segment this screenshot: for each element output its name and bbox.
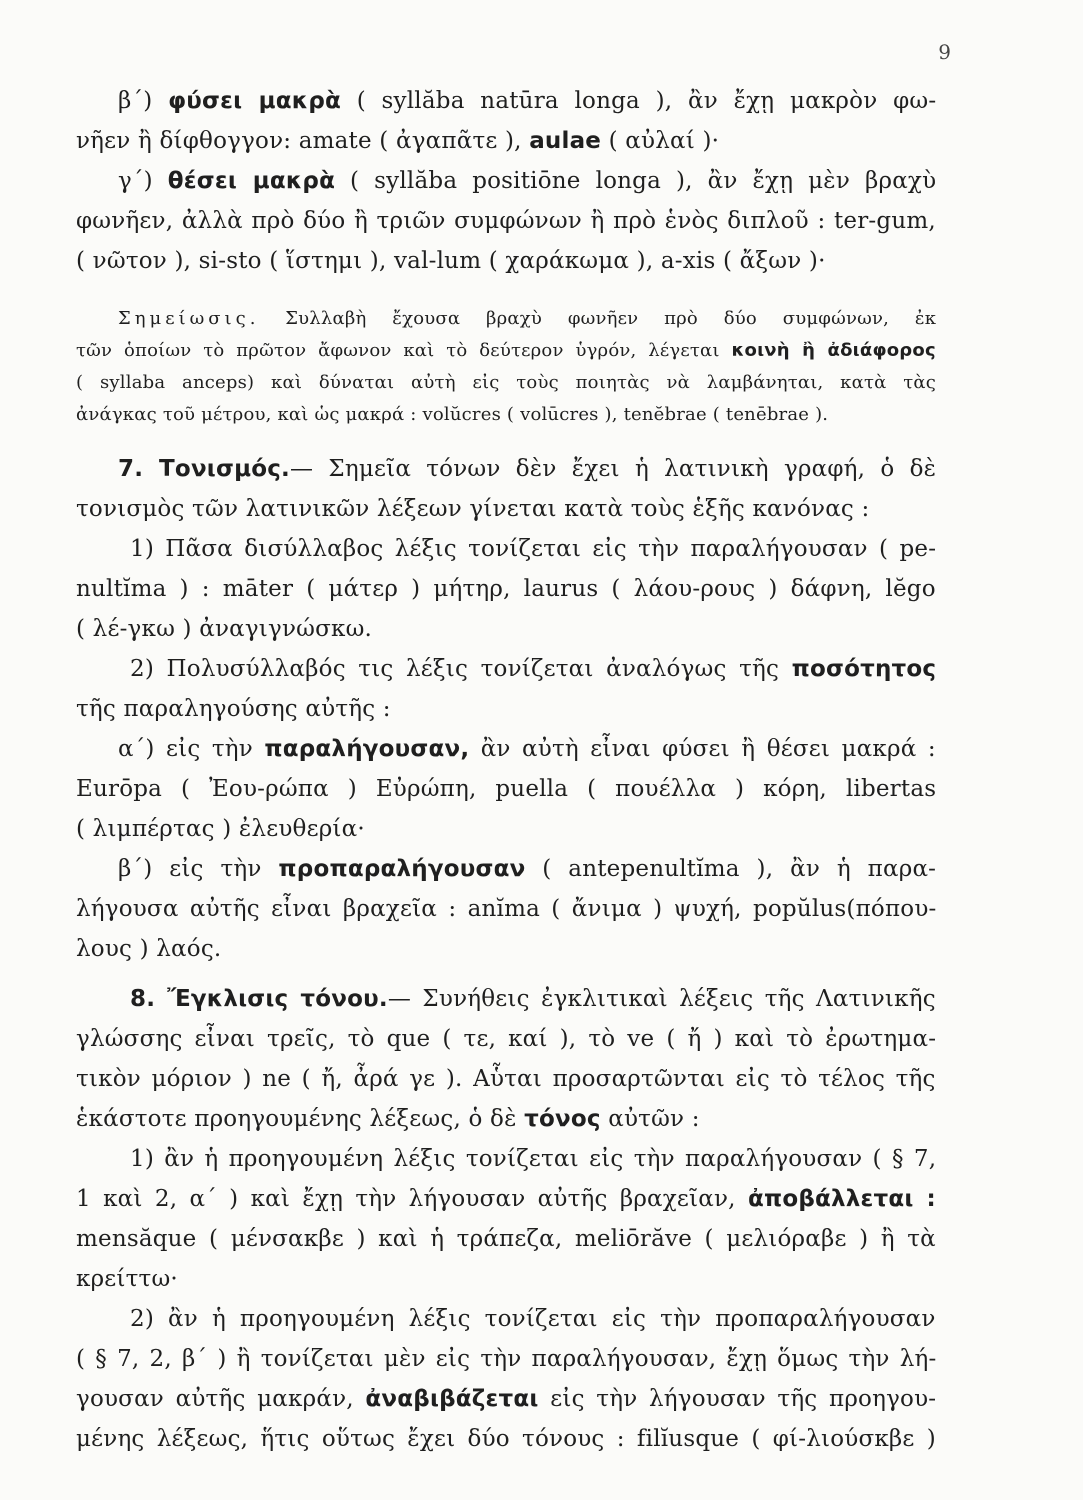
text-run: Συλλαβὴ ἔχουσα βραχὺ φωνῆεν πρὸ δύο συμφώνων, ἐκ [259, 308, 937, 329]
bold-term: κοινὴ ἢ ἀδιάφορος [731, 340, 936, 361]
text-run: ( αὐλαί )· [601, 128, 720, 154]
text-run: ( νῶτον ), si-sto ( ἵστημι ), val-lum ( χαράκωμα ), a-xis ( ἄξων )· [76, 248, 826, 274]
text-run: ( syllaba anceps) καὶ δύναται αὐτὴ εἰς τοὺς ποιητὰς νὰ λαμβάνηται, κατὰ τὰς [76, 372, 937, 393]
text-line [76, 576, 936, 602]
text-line [76, 616, 372, 642]
text-line [118, 856, 936, 882]
text-line [130, 1306, 936, 1332]
text-line [76, 1106, 700, 1132]
text-run: γ΄) [118, 168, 168, 194]
text-run: ἀνάγκας τοῦ μέτρου, καὶ ὡς μακρά : volŭcres ( volūcres ), tenĕbrae ( tenēbrae ). [76, 404, 829, 425]
text-line [118, 736, 936, 762]
bold-term: θέσει μακρὰ [167, 168, 336, 194]
text-run: ( § 7, 2, β΄ ) ἢ τονίζεται μὲν εἰς τὴν παραλήγουσαν, ἔχῃ ὅμως τὴν λή- [76, 1346, 937, 1372]
bold-term: τόνος [524, 1106, 601, 1132]
text-run: Σημείωσις. [118, 308, 260, 329]
text-run: τῶν ὁποίων τὸ πρῶτον ἄφωνον καὶ τὸ δεύτερον ὑγρόν, λέγεται [76, 340, 732, 361]
text-run: ἑκάστοτε προηγουμένης λέξεως, ὁ δὲ [76, 1106, 525, 1132]
text-line [76, 1386, 936, 1412]
text-line [76, 776, 936, 802]
text-line [76, 1186, 936, 1212]
text-line [76, 816, 365, 842]
text-run: ( antepenultĭma ), ἂν ἡ παρα- [525, 856, 937, 882]
text-run: τικὸν μόριον ) ne ( ἤ, ἆρά γε ). Αὗται προσαρτῶνται εἰς τὸ τέλος τῆς [76, 1066, 936, 1092]
bold-term: παραλήγουσαν, [264, 736, 470, 762]
text-line [76, 496, 869, 522]
text-run: — Σημεῖα τόνων δὲν ἔχει ἡ λατινικὴ γραφή, ὁ δὲ [289, 456, 937, 482]
bold-term: aulae [529, 128, 602, 154]
text-run: λήγουσα αὐτῆς εἶναι βραχεῖα : anĭma ( ἄνιμα ) ψυχή, popŭlus(πόπου- [76, 896, 937, 922]
bold-term: φύσει μακρὰ [168, 88, 341, 114]
bold-term: προπαραλήγουσαν [278, 856, 526, 882]
bold-term: ποσότητος [791, 656, 937, 682]
text-line [76, 208, 936, 234]
section-heading: 7. Τονισμός. [118, 456, 290, 482]
text-run: ( syllăba positiōne longa ), ἂν ἔχῃ μὲν βραχὺ [335, 168, 937, 194]
text-run: ( λιμπέρτας ) ἐλευθερία· [76, 816, 365, 842]
text-run: nultĭma ) : māter ( μάτερ ) μήτηρ, laurus ( λάου-ρους ) δάφνη, lĕgo [76, 576, 936, 602]
text-line [118, 308, 936, 329]
text-line [76, 1226, 936, 1252]
text-line [76, 1346, 936, 1372]
text-run: Eurōpa ( Ἐου-ρώπα ) Εὐρώπη, puella ( πουέλλα ) κόρη, libertas [76, 776, 937, 802]
text-run: β΄) [118, 88, 169, 114]
text-line [76, 372, 936, 393]
text-run: α΄) εἰς τὴν [118, 736, 265, 762]
text-line [118, 88, 936, 114]
text-run: εἰς τὴν λήγουσαν τῆς προηγου- [538, 1386, 937, 1412]
text-line [76, 340, 936, 361]
bold-term: ἀναβιβάζεται [365, 1386, 539, 1412]
text-line [76, 248, 826, 274]
section-heading: 8. Ἔγκλισις τόνου. [130, 986, 388, 1012]
bold-term: ἀποβάλλεται : [747, 1186, 936, 1212]
text-line [76, 696, 391, 722]
text-run: νῆεν ἢ δίφθογγον: amate ( ἀγαπᾶτε ), [76, 128, 530, 154]
text-line [76, 128, 719, 154]
text-line [118, 456, 936, 482]
page-number: 9 [938, 40, 951, 64]
text-run: 2) ἂν ἡ προηγουμένη λέξις τονίζεται εἰς τὴν προπαραλήγουσαν [130, 1306, 936, 1332]
text-line [76, 1426, 936, 1452]
text-line [76, 1066, 936, 1092]
text-run: μένης λέξεως, ἥτις οὕτως ἔχει δύο τόνους : filĭusque ( φί-λιούσκβε ) [76, 1426, 936, 1452]
text-line [76, 1026, 936, 1052]
text-line [76, 936, 221, 962]
text-run: mensăque ( μένσακβε ) καὶ ἡ τράπεζα, meliōrăve ( μελιόραβε ) ἢ τὰ [76, 1226, 936, 1252]
text-run: φωνῆεν, ἀλλὰ πρὸ δύο ἢ τριῶν συμφώνων ἢ πρὸ ἑνὸς διπλοῦ : ter-gum, [76, 208, 936, 234]
text-line [130, 656, 936, 682]
text-run: ἂν αὐτὴ εἶναι φύσει ἢ θέσει μακρά : [469, 736, 936, 762]
text-line [118, 168, 936, 194]
text-line [76, 896, 936, 922]
text-line [130, 986, 936, 1012]
text-run: κρείττω· [76, 1266, 178, 1292]
text-line [76, 404, 828, 425]
text-line [130, 536, 936, 562]
text-run: γουσαν αὐτῆς μακράν, [76, 1386, 366, 1412]
text-run: τονισμὸς τῶν λατινικῶν λέξεων γίνεται κατὰ τοὺς ἑξῆς κανόνας : [76, 496, 870, 522]
text-line [76, 1266, 178, 1292]
text-line [130, 1146, 936, 1172]
text-run: 1) ἂν ἡ προηγουμένη λέξις τονίζεται εἰς τὴν παραλήγουσαν ( § 7, [130, 1146, 937, 1172]
text-run: 2) Πολυσύλλαβός τις λέξις τονίζεται ἀναλόγως τῆς [130, 656, 792, 682]
text-run: 1 καὶ 2, α΄ ) καὶ ἔχῃ τὴν λήγουσαν αὐτῆς βραχεῖαν, [76, 1186, 748, 1212]
text-run: αὐτῶν : [600, 1106, 700, 1132]
text-run: γλώσσης εἶναι τρεῖς, τὸ que ( τε, καί ), τὸ ve ( ἤ ) καὶ τὸ ἐρωτημα- [76, 1026, 937, 1052]
text-run: τῆς παραληγούσης αὐτῆς : [76, 696, 391, 722]
text-run: β΄) εἰς τὴν [118, 856, 279, 882]
text-run: — Συνήθεις ἐγκλιτικαὶ λέξεις τῆς Λατινικῆς [387, 986, 936, 1012]
text-run: ( syllăba natūra longa ), ἂν ἔχῃ μακρὸν φω- [341, 88, 937, 114]
text-run: λους ) λαός. [76, 936, 222, 962]
text-run: ( λέ-γκω ) ἀναγιγνώσκω. [76, 616, 373, 642]
text-run: 1) Πᾶσα δισύλλαβος λέξις τονίζεται εἰς τὴν παραλήγουσαν ( pe- [130, 536, 937, 562]
